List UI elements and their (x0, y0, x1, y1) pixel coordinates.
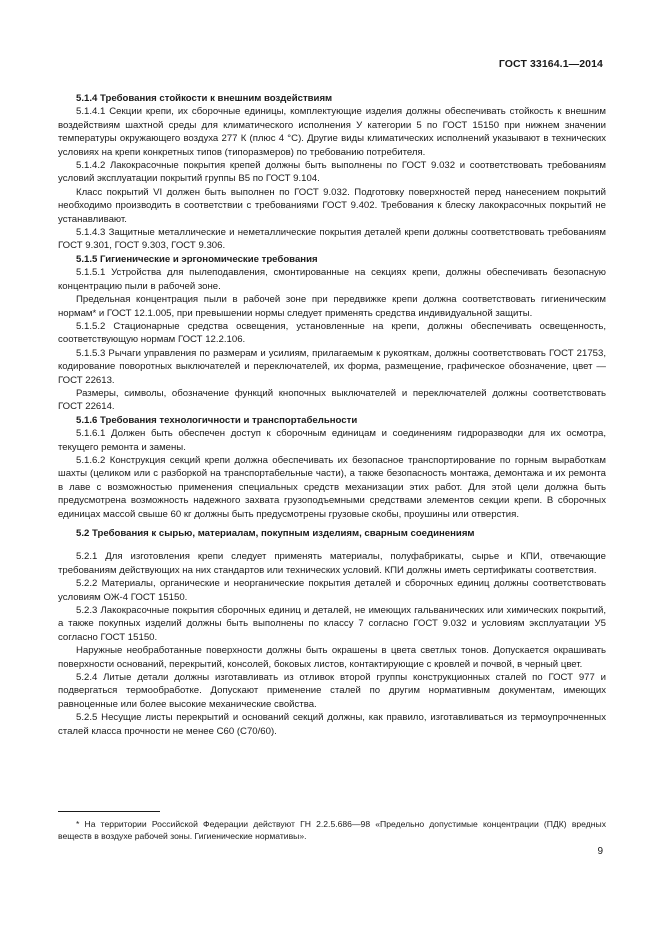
paragraph-5-2-3-continued: Наружные необработанные поверхности должны быть окрашены в цвета светлых тонов. Допускается окрашивать поверхности оснований, перекрытий, консолей, боковых листов, контактирующие с кровлей и почвой, в черный цвет. (58, 645, 606, 670)
section-heading-5-2: 5.2 Требования к сырью, материалам, покупным изделиям, сварным соединениям (76, 528, 475, 539)
paragraph-5-1-5-2: 5.1.5.2 Стационарные средства освещения, установленные на крепи, должны обеспечивать освещенность, соответствующую нормам ГОСТ 12.2.106. (58, 320, 606, 346)
page-number: 9 (597, 846, 603, 857)
section-heading-5-1-5: 5.1.5 Гигиенические и эргономические требования (76, 253, 318, 265)
paragraph-5-2-5: 5.2.5 Несущие листы перекрытий и оснований секций должны, как правило, изготавливаться из термоупрочненных сталей класса прочности не менее С60 (С70/60). (58, 712, 606, 737)
paragraph-5-1-5-3-continued: Размеры, символы, обозначение функций кнопочных выключателей и переключателей должны соответствовать ГОСТ 22614. (58, 387, 606, 413)
paragraph-5-1-6-1: 5.1.6.1 Должен быть обеспечен доступ к сборочным единицам и соединениям гидроразводки для их осмотра, текущего ремонта и замены. (58, 428, 606, 453)
section-heading-5-1-6: 5.1.6 Требования технологичности и транспортабельности (76, 414, 358, 426)
paragraph-5-2-1: 5.2.1 Для изготовления крепи следует применять материалы, полуфабрикаты, сырье и КПИ, отвечающие требованиям действующих на них стандартов или технических условий. КПИ должны иметь сертификаты соответствия. (58, 551, 606, 576)
paragraph-5-2-2: 5.2.2 Материалы, органические и неорганические покрытия деталей и сборочных единиц должны соответствовать условиям ОЖ-4 ГОСТ 15150. (58, 578, 606, 603)
paragraph-5-1-4-2-continued: Класс покрытий VI должен быть выполнен по ГОСТ 9.032. Подготовку поверхностей перед нанесением покрытий необходимо производить в соответствии с требованиями ГОСТ 9.402. Требования к блеску лакокрасочных покрытий не устанавливают. (58, 186, 606, 225)
paragraph-5-1-5-1-continued: Предельная концентрация пыли в рабочей зоне при передвижке крепи должна соответствовать гигиеническим нормам* и ГОСТ 12.1.005, при превышении нормы следует применять средства индивидуальной защиты. (58, 294, 606, 319)
footnote (58, 818, 606, 842)
footnote-separator (58, 811, 160, 812)
paragraph-5-1-6-2: 5.1.6.2 Конструкция секций крепи должна обеспечивать их безопасное транспортирование по горным выработкам шахты (целиком или с разборкой на транспортабельные части), а также безопасность монтажа, демонтажа и их ремонта в лаве с возможностью применения специальных средств механизации этих работ. Для этой цели должна быть предусмотрена возможность надежного захвата грузоподъемными средствами элементов секции крепи. В сборочных единицах массой свыше 60 кг должны быть предусмотрены грузовые скобы, проушины или отверстия. (58, 454, 606, 520)
section-heading-5-1-4: 5.1.4 Требования стойкости к внешним воздействиям (76, 93, 333, 104)
page-content (58, 92, 606, 738)
paragraph-5-1-5-1: 5.1.5.1 Устройства для пылеподавления, смонтированные на секциях крепи, должны обеспечивать безопасную концентрацию пыли в рабочей зоне. (58, 267, 606, 292)
document-header: ГОСТ 33164.1—2014 (498, 58, 603, 70)
paragraph-5-1-5-3: 5.1.5.3 Рычаги управления по размерам и усилиям, прилагаемым к рукояткам, должны соответствовать ГОСТ 21753, кодирование поворотных выключателей и переключателей, их форма, размещение, графическое обозначение, цвет — ГОСТ 22613. (58, 347, 606, 386)
paragraph-5-1-4-2: 5.1.4.2 Лакокрасочные покрытия крепей должны быть выполнены по ГОСТ 9.032 и соответствовать требованиям условий эксплуатации покрытий группы В5 по ГОСТ 9.104. (58, 160, 606, 185)
paragraph-5-2-4: 5.2.4 Литые детали должны изготавливать из отливок второй группы конструкционных сталей по ГОСТ 977 и подвергаться термообработке. Допускают применение сталей по другим нормативным документам, имеющих равноценные или более высокие механические свойства. (58, 672, 606, 710)
paragraph-5-1-4-3: 5.1.4.3 Защитные металлические и неметаллические покрытия деталей крепи должны соответствовать требованиям ГОСТ 9.301, ГОСТ 9.303, ГОСТ 9.306. (58, 227, 606, 252)
paragraph-5-2-3: 5.2.3 Лакокрасочные покрытия сборочных единиц и деталей, не имеющих гальванических или химических покрытий, а также покупных изделий должны быть выполнены по классу 7 согласно ГОСТ 9.032 и условиям эксплуатации У5 согласно ГОСТ 15150. (58, 605, 606, 643)
paragraph-5-1-4-1: 5.1.4.1 Секции крепи, их сборочные единицы, комплектующие изделия должны обеспечивать стойкость к внешним воздействиям шахтной среды для климатического исполнения У категории 5 по ГОСТ 15150 при нижнем значении температуры окружающего воздуха 277 К (плюс 4 °С). Другие виды климатических исполнений указывают в технических условиях на крепи конкретных типов (типоразмеров) по требованию потребителя. (58, 106, 606, 158)
footnote-text: * На территории Российской Федерации действуют ГН 2.2.5.686—98 «Предельно допустимые концентрации (ПДК) вредных веществ в воздухе рабочей зоны. Гигиенические нормативы». (58, 819, 606, 841)
